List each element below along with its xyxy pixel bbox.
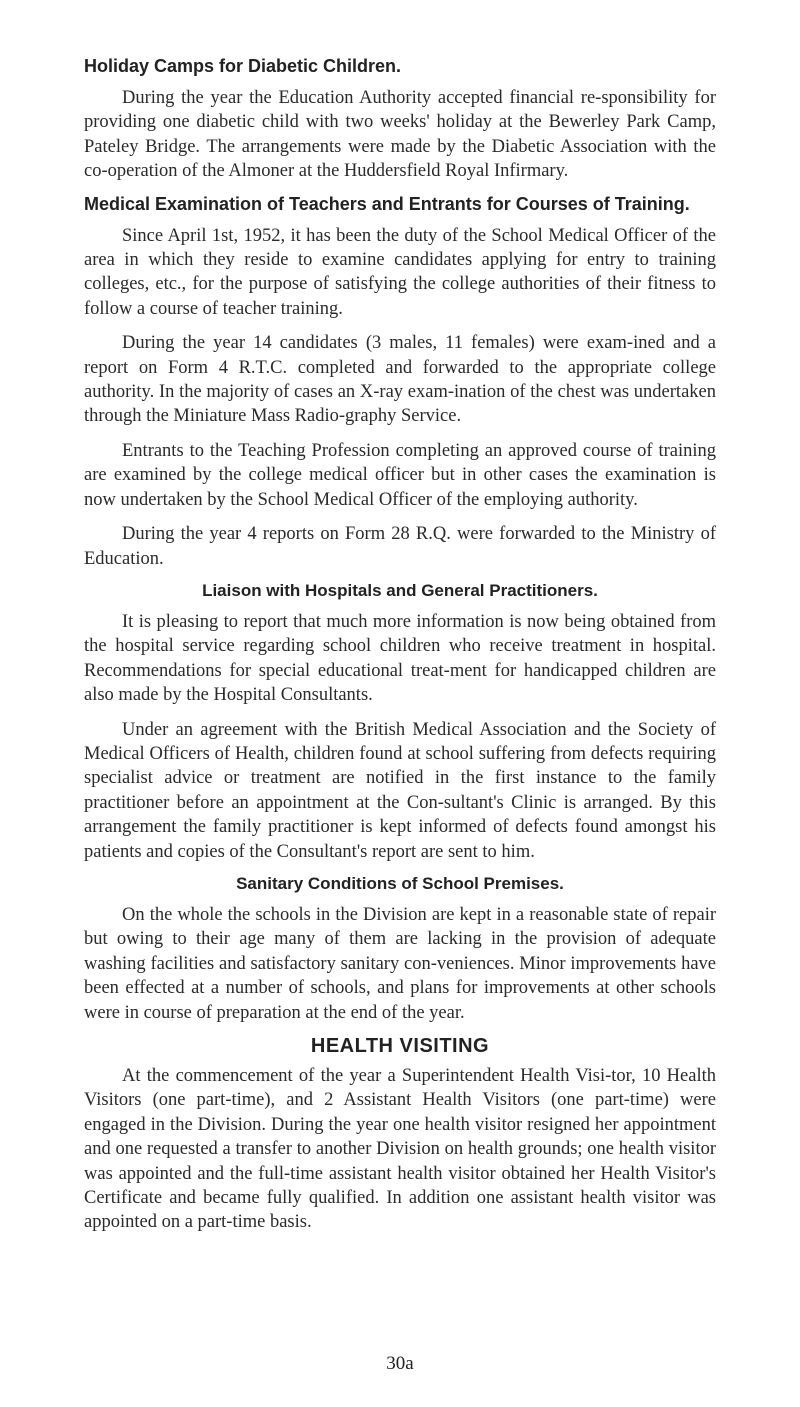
paragraph: At the commencement of the year a Superintendent Health Visi-tor, 10 Health Visitors (one part-time), and 2 Assistant Health Visitors (one part-time) were engaged in the Division. During the year one health visitor resigned her appointment and one requested a transfer to another Division on health grounds; one health visitor was appointed and the full-time assistant health visitor obtained her Health Visitor's Certificate and became fully qualified. In addition one assistant health visitor was appointed on a part-time basis.: [84, 1066, 716, 1233]
paragraph: On the whole the schools in the Division are kept in a reasonable state of repair but owing to their age many of them are lacking in the provision of adequate washing facilities and satisfactory sanitary con-veniences. Minor improvements have been effected at a number of schools, and plans for improvements at other schools were in course of preparation at the end of the year.: [84, 904, 716, 1023]
paragraph: During the year the Education Authority accepted financial re-sponsibility for providing one diabetic child with two weeks' holiday at the Bewerley Park Camp, Pateley Bridge. The arrangements were made by the Diabetic Association with the co-operation of the Almoner at the Huddersfield Royal Infirmary.: [84, 88, 716, 182]
paragraph: During the year 4 reports on Form 28 R.Q. were forwarded to the Ministry of Education.: [84, 524, 716, 569]
section-holiday-camps: [84, 56, 716, 184]
section-liaison: [84, 581, 716, 864]
paragraph: Entrants to the Teaching Profession completing an approved course of training are examined by the college medical officer but in other cases the examination is now undertaken by the School Medical Officer of the employing authority.: [84, 440, 716, 510]
paragraph: It is pleasing to report that much more information is now being obtained from the hospital service regarding school children who receive treatment in hospital. Recommendations for special educational treat-ment for handicapped children are also made by the Hospital Consultants.: [84, 611, 716, 706]
page-number: 30a: [386, 1353, 414, 1374]
heading-holiday-camps: Holiday Camps for Diabetic Children.: [84, 56, 402, 76]
section-sanitary-conditions: [84, 874, 716, 1025]
paragraph: During the year 14 candidates (3 males, 11 females) were exam-ined and a report on Form 4 R.T.C. completed and forwarded to the appropriate college authority. In the majority of cases an X-ray exam-ination of the chest was undertaken through the Miniature Mass Radio-graphy Service.: [84, 333, 716, 427]
heading-medical-examination: Medical Examination of Teachers and Entrants for Courses of Training.: [84, 193, 690, 214]
section-medical-examination: [84, 194, 716, 571]
paragraph: Since April 1st, 1952, it has been the duty of the School Medical Officer of the area in which they reside to examine candidates applying for entry to training colleges, etc., for the purpose of satisfying the college authorities of their fitness to follow a course of teacher training.: [84, 225, 716, 319]
heading-health-visiting: HEALTH VISITING: [310, 1035, 490, 1057]
heading-sanitary-conditions: Sanitary Conditions of School Premises.: [236, 873, 564, 893]
heading-liaison: Liaison with Hospitals and General Practitioners.: [202, 580, 598, 600]
paragraph: Under an agreement with the British Medical Association and the Society of Medical Officers of Health, children found at school suffering from defects requiring specialist advice or treatment are notified in the first instance to the family practitioner before an appointment at the Con-sultant's Clinic is arranged. By this arrangement the family practitioner is kept informed of defects found amongst his patients and copies of the Consultant's report are sent to him.: [84, 719, 716, 862]
section-health-visiting: [84, 1035, 716, 1235]
